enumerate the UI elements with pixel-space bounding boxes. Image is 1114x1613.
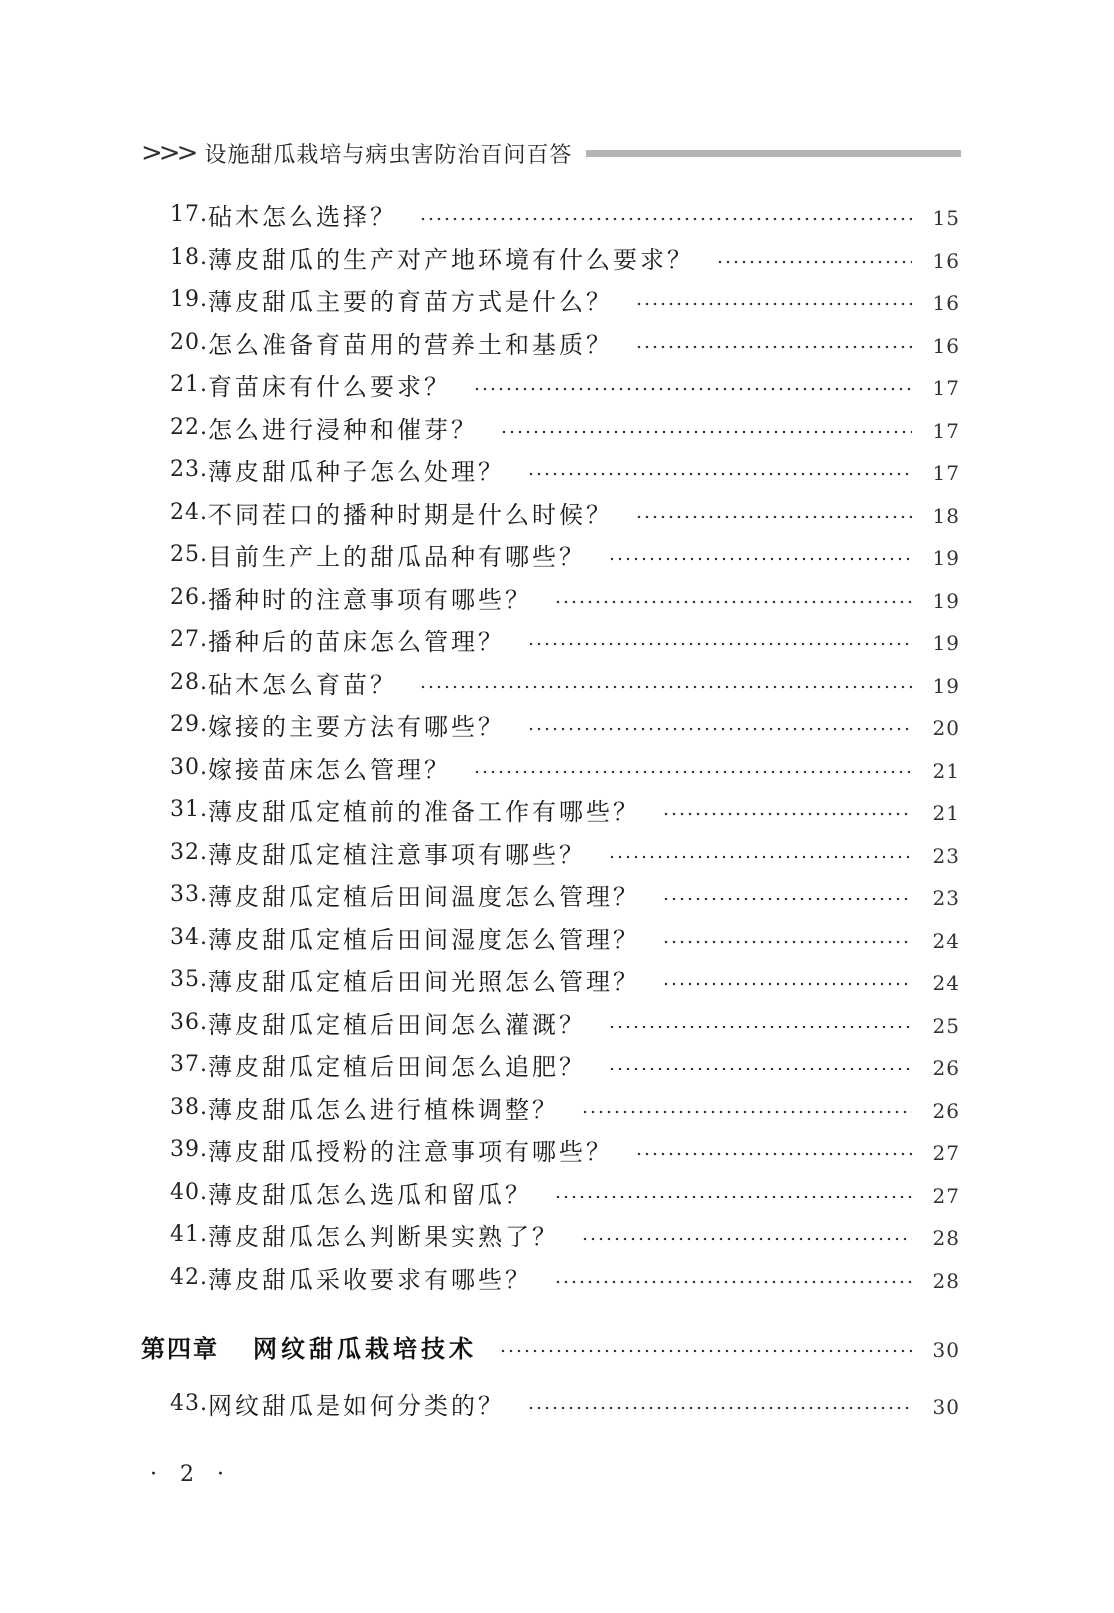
- entry-title: 播种后的苗床怎么管理？: [208, 627, 505, 656]
- toc-entry[interactable]: [170, 960, 960, 998]
- dot-leader: [608, 833, 912, 871]
- entry-page-number: 20: [932, 716, 960, 740]
- toc-entry[interactable]: [170, 1173, 960, 1211]
- entry-title: 薄皮甜瓜怎么判断果实熟了？: [208, 1222, 559, 1251]
- entry-title: 薄皮甜瓜定植后田间湿度怎么管理？: [208, 925, 640, 954]
- entry-title: 薄皮甜瓜定植后田间怎么追肥？: [208, 1052, 586, 1081]
- chapter-label: 第四章: [141, 1334, 219, 1363]
- entry-page-number: 21: [932, 801, 960, 825]
- dot-leader: [608, 1045, 912, 1083]
- entry-number: 28.: [170, 669, 208, 695]
- toc-entry[interactable]: [170, 663, 960, 701]
- chapter-heading[interactable]: [141, 1324, 960, 1368]
- entry-title: 薄皮甜瓜怎么选瓜和留瓜？: [208, 1180, 532, 1209]
- entry-title: 薄皮甜瓜采收要求有哪些？: [208, 1265, 532, 1294]
- toc-entry[interactable]: [170, 620, 960, 658]
- dot-leader: [554, 1173, 912, 1211]
- entry-title: 薄皮甜瓜主要的育苗方式是什么？: [208, 287, 613, 316]
- entry-number: 29.: [170, 711, 208, 737]
- dot-leader: [554, 1258, 912, 1296]
- entry-number: 35.: [170, 966, 208, 992]
- entry-title: 不同茬口的播种时期是什么时候？: [208, 500, 613, 529]
- dot-leader: [527, 620, 912, 658]
- toc-entry[interactable]: [170, 323, 960, 361]
- toc-entry[interactable]: [170, 918, 960, 956]
- entry-title: 育苗床有什么要求？: [208, 372, 451, 401]
- dot-leader: [527, 450, 912, 488]
- entry-number: 30.: [170, 754, 208, 780]
- dot-leader: [473, 365, 912, 403]
- toc-entry[interactable]: [170, 493, 960, 531]
- entry-number: 20.: [170, 329, 208, 355]
- entry-title: 嫁接苗床怎么管理？: [208, 755, 451, 784]
- entry-number: 38.: [170, 1094, 208, 1120]
- toc-entry[interactable]: [170, 238, 960, 276]
- entry-page-number: 16: [932, 291, 960, 315]
- dot-leader: [554, 578, 912, 616]
- dot-leader: [662, 918, 912, 956]
- entry-page-number: 17: [932, 419, 960, 443]
- entry-number: 42.: [170, 1264, 208, 1290]
- entry-title: 目前生产上的甜瓜品种有哪些？: [208, 542, 586, 571]
- entry-page-number: 19: [932, 546, 960, 570]
- dot-leader: [581, 1215, 912, 1253]
- entry-number: 33.: [170, 881, 208, 907]
- entry-title: 薄皮甜瓜种子怎么处理？: [208, 457, 505, 486]
- entry-page-number: 24: [932, 929, 960, 953]
- page-number-footer: · 2 ·: [150, 1462, 232, 1487]
- entry-number: 18.: [170, 244, 208, 270]
- entry-number: 27.: [170, 626, 208, 652]
- entry-page-number: 28: [932, 1269, 960, 1293]
- entry-page-number: 17: [932, 376, 960, 400]
- entry-title: 薄皮甜瓜定植后田间温度怎么管理？: [208, 882, 640, 911]
- dot-leader: [419, 195, 912, 233]
- dot-leader: [581, 1088, 912, 1126]
- toc-entry[interactable]: [170, 195, 960, 233]
- dot-leader: [716, 238, 912, 276]
- toc-entry[interactable]: [170, 1045, 960, 1083]
- entry-page-number: 24: [932, 971, 960, 995]
- toc-entry[interactable]: [170, 1258, 960, 1296]
- entry-page-number: 17: [932, 461, 960, 485]
- toc-entry[interactable]: [170, 875, 960, 913]
- entry-number: 41.: [170, 1221, 208, 1247]
- entry-title: 薄皮甜瓜怎么进行植株调整？: [208, 1095, 559, 1124]
- toc-entry[interactable]: [170, 1384, 960, 1422]
- dot-leader: [499, 1327, 912, 1365]
- entry-page-number: 19: [932, 631, 960, 655]
- toc-entry[interactable]: [170, 1130, 960, 1168]
- toc-entry[interactable]: [170, 365, 960, 403]
- entry-title: 怎么准备育苗用的营养土和基质？: [208, 330, 613, 359]
- toc-entry[interactable]: [170, 535, 960, 573]
- toc-entry[interactable]: [170, 1215, 960, 1253]
- entry-number: 39.: [170, 1136, 208, 1162]
- entry-number: 43.: [170, 1390, 208, 1416]
- entry-page-number: 27: [932, 1141, 960, 1165]
- entry-page-number: 26: [932, 1099, 960, 1123]
- toc-entry[interactable]: [170, 450, 960, 488]
- entry-number: 22.: [170, 414, 208, 440]
- entry-title: 播种时的注意事项有哪些？: [208, 585, 532, 614]
- toc-entry[interactable]: [170, 1003, 960, 1041]
- entry-title: 砧木怎么选择？: [208, 202, 397, 231]
- dot-leader: [635, 280, 912, 318]
- book-title: 设施甜瓜栽培与病虫害防治百问百答: [204, 142, 573, 168]
- dot-leader: [608, 535, 912, 573]
- entry-number: 34.: [170, 924, 208, 950]
- entry-number: 40.: [170, 1179, 208, 1205]
- dot-leader: [635, 493, 912, 531]
- entry-title: 怎么进行浸种和催芽？: [208, 415, 478, 444]
- toc-entry[interactable]: [170, 748, 960, 786]
- entry-number: 23.: [170, 456, 208, 482]
- running-header: [141, 133, 961, 173]
- entry-number: 37.: [170, 1051, 208, 1077]
- entry-number: 21.: [170, 371, 208, 397]
- entry-title: 网纹甜瓜是如何分类的？: [208, 1391, 505, 1420]
- dot-leader: [419, 663, 912, 701]
- entry-number: 17.: [170, 201, 208, 227]
- header-rule: [586, 150, 961, 157]
- toc-entry[interactable]: [170, 1088, 960, 1126]
- entry-page-number: 26: [932, 1056, 960, 1080]
- entry-page-number: 18: [932, 504, 960, 528]
- chapter-page-number: 30: [932, 1338, 960, 1362]
- dot-leader: [608, 1003, 912, 1041]
- entry-page-number: 23: [932, 844, 960, 868]
- dot-leader: [635, 1130, 912, 1168]
- entry-title: 薄皮甜瓜定植注意事项有哪些？: [208, 840, 586, 869]
- entry-page-number: 27: [932, 1184, 960, 1208]
- dot-leader: [662, 790, 912, 828]
- entry-page-number: 21: [932, 759, 960, 783]
- dot-leader: [527, 705, 912, 743]
- entry-title: 薄皮甜瓜定植前的准备工作有哪些？: [208, 797, 640, 826]
- entry-page-number: 15: [932, 206, 960, 230]
- entry-page-number: 19: [932, 589, 960, 613]
- entry-page-number: 16: [932, 334, 960, 358]
- dot-leader: [473, 748, 912, 786]
- entry-page-number: 25: [932, 1014, 960, 1038]
- dot-leader: [500, 408, 912, 446]
- entry-title: 砧木怎么育苗？: [208, 670, 397, 699]
- entry-title: 薄皮甜瓜的生产对产地环境有什么要求？: [208, 245, 694, 274]
- toc-entry[interactable]: [170, 790, 960, 828]
- header-arrows-icon: >>>: [141, 138, 195, 168]
- entry-title: 薄皮甜瓜授粉的注意事项有哪些？: [208, 1137, 613, 1166]
- entry-page-number: 19: [932, 674, 960, 698]
- entry-page-number: 23: [932, 886, 960, 910]
- entry-number: 25.: [170, 541, 208, 567]
- entry-number: 31.: [170, 796, 208, 822]
- entry-page-number: 30: [932, 1395, 960, 1419]
- toc-entry[interactable]: [170, 408, 960, 446]
- entry-number: 19.: [170, 286, 208, 312]
- dot-leader: [635, 323, 912, 361]
- entry-title: 薄皮甜瓜定植后田间怎么灌溉？: [208, 1010, 586, 1039]
- toc-entry[interactable]: [170, 280, 960, 318]
- toc-entry[interactable]: [170, 578, 960, 616]
- toc-entry[interactable]: [170, 833, 960, 871]
- entry-number: 36.: [170, 1009, 208, 1035]
- dot-leader: [662, 875, 912, 913]
- dot-leader: [527, 1384, 912, 1422]
- entry-title: 薄皮甜瓜定植后田间光照怎么管理？: [208, 967, 640, 996]
- entry-page-number: 16: [932, 249, 960, 273]
- entry-title: 嫁接的主要方法有哪些？: [208, 712, 505, 741]
- entry-number: 26.: [170, 584, 208, 610]
- dot-leader: [662, 960, 912, 998]
- entry-number: 24.: [170, 499, 208, 525]
- entry-page-number: 28: [932, 1226, 960, 1250]
- entry-number: 32.: [170, 839, 208, 865]
- chapter-title: 网纹甜瓜栽培技术: [253, 1334, 477, 1363]
- toc-entry[interactable]: [170, 705, 960, 743]
